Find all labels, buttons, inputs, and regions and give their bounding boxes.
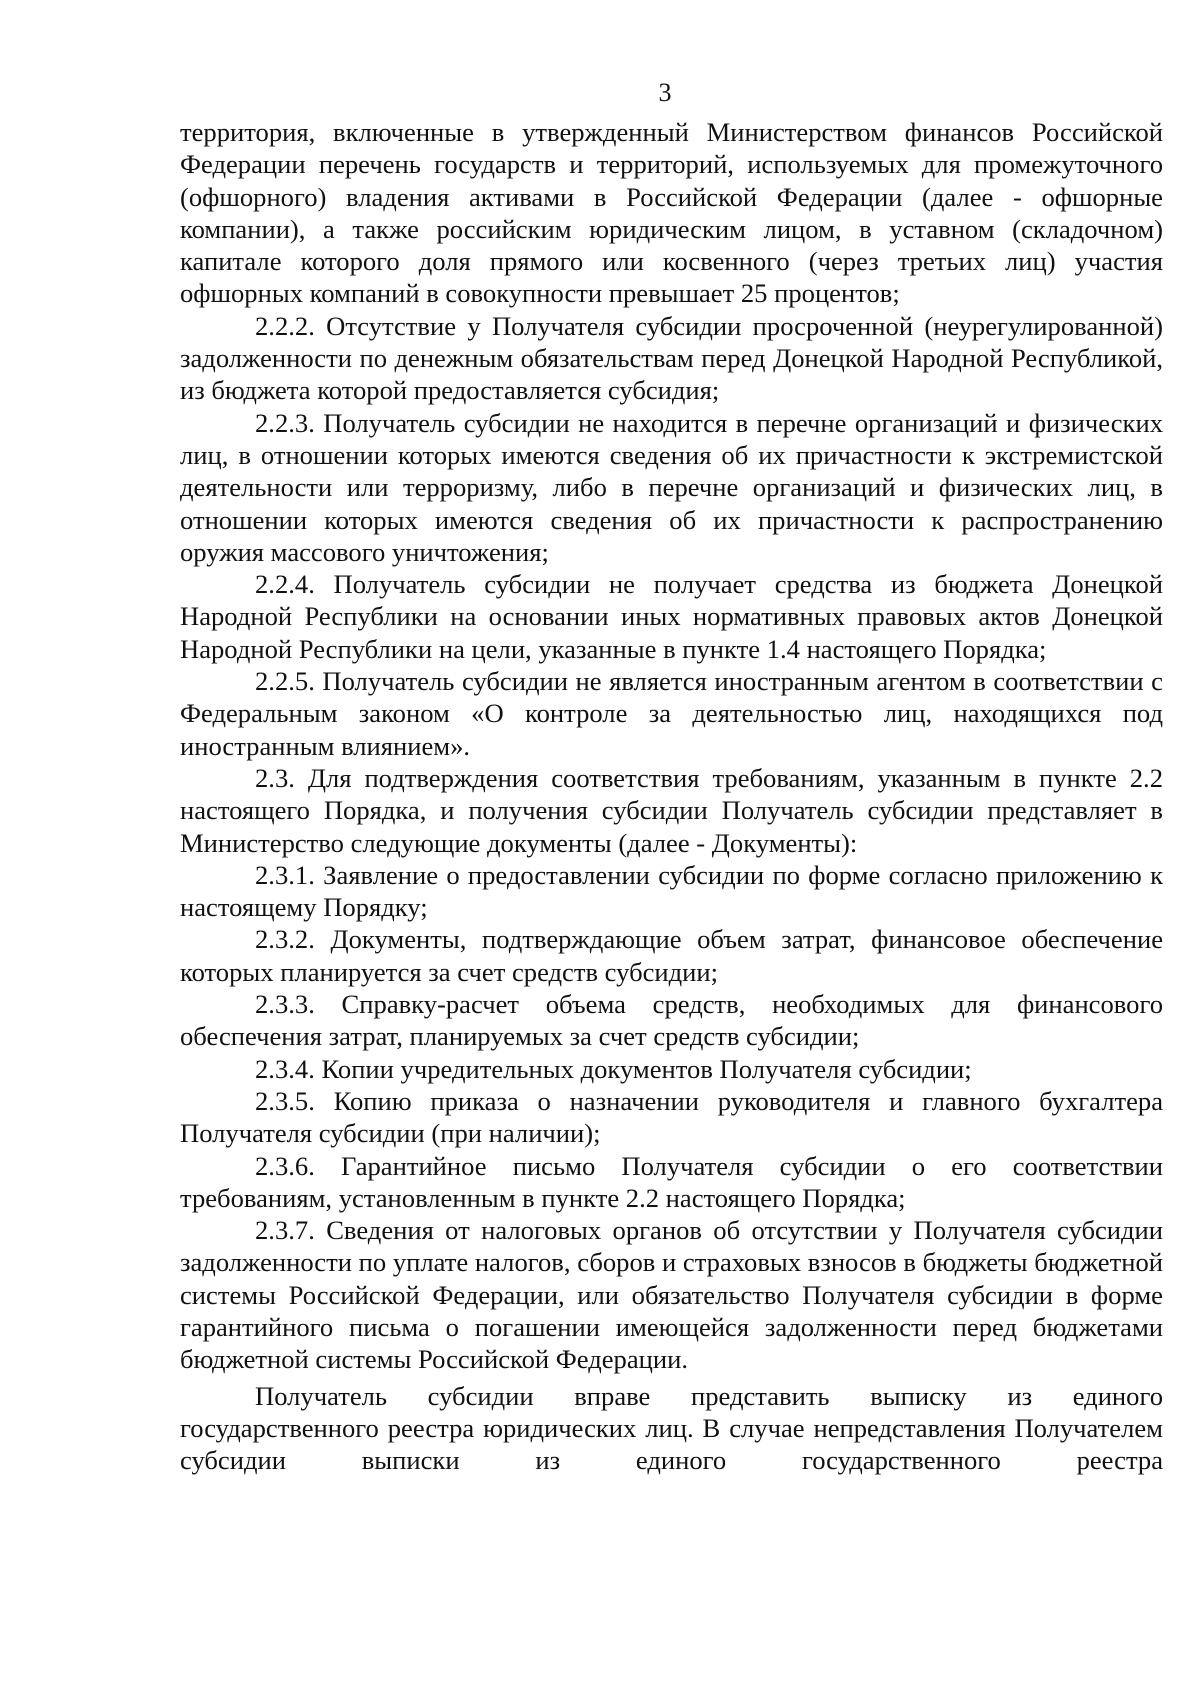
- paragraph-2-3-7: 2.3.7. Сведения от налоговых органов об отсутствии у Получателя субсидии задолженности по уплате налогов, сборов и страховых взносов в бюджеты бюджетной системы Российской Федерации, или обязательство Получателя субсидии в форме гарантийного письма о погашении имеющейся задолженности перед бюджетами бюджетной системы Российской Федерации.: [180, 1215, 1163, 1375]
- paragraph-2-3-2: 2.3.2. Документы, подтверждающие объем затрат, финансовое обеспечение которых планируется за счет средств субсидии;: [180, 924, 1163, 987]
- paragraph-egrul-extract: Получатель субсидии вправе представить выписку из единого государственного реестра юридических лиц. В случае непредставления Получателем субсидии выписки из единого государственного реестра: [180, 1380, 1163, 1476]
- paragraph-2-3-4: 2.3.4. Копии учредительных документов Получателя субсидии;: [255, 1053, 972, 1084]
- paragraph-2-3-5: 2.3.5. Копию приказа о назначении руководителя и главного бухгалтера Получателя субсидии (при наличии);: [180, 1085, 1163, 1149]
- paragraph-2-3: 2.3. Для подтверждения соответствия требованиям, указанным в пункте 2.2 настоящего Порядка, и получения субсидии Получатель субсидии представляет в Министерство следующие документы (далее - Документы):: [180, 762, 1163, 858]
- paragraph-2-3-3: 2.3.3. Справку-расчет объема средств, необходимых для финансового обеспечения затрат, планируемых за счет средств субсидии;: [180, 989, 1163, 1052]
- paragraph-2-3-1: 2.3.1. Заявление о предоставлении субсидии по форме согласно приложению к настоящему Порядку;: [180, 859, 1163, 923]
- paragraph-2-2-3: 2.2.3. Получатель субсидии не находится в перечне организаций и физических лиц, в отношении которых имеются сведения об их причастности к экстремистской деятельности или терроризму, либо в перечне организаций и физических лиц, в отношении которых имеются сведения об их причастности к распространению оружия массового уничтожения;: [180, 407, 1163, 567]
- paragraph-2-2-2: 2.2.2. Отсутствие у Получателя субсидии просроченной (неурегулированной) задолженности по денежным обязательствам перед Донецкой Народной Республикой, из бюджета которой предоставляется субсидия;: [180, 310, 1163, 406]
- paragraph-offshore-continuation: территория, включенные в утвержденный Министерством финансов Российской Федерации перечень государств и территорий, используемых для промежуточного (офшорного) владения активами в Российской Федерации (далее - офшорные компании), а также российским юридическим лицом, в уставном (складочном) капитале которого доля прямого или косвенного (через третьих лиц) участия офшорных компаний в совокупности превышает 25 процентов;: [180, 117, 1163, 309]
- paragraph-2-3-6: 2.3.6. Гарантийное письмо Получателя субсидии о его соответствии требованиям, установленным в пункте 2.2 настоящего Порядка;: [180, 1150, 1163, 1213]
- page-number: 3: [658, 78, 672, 107]
- paragraph-2-2-4: 2.2.4. Получатель субсидии не получает средства из бюджета Донецкой Народной Республики на основании иных нормативных правовых актов Донецкой Народной Республики на цели, указанные в пункте 1.4 настоящего Порядка;: [180, 569, 1163, 664]
- document-body: [180, 116, 1163, 1476]
- paragraph-2-2-5: 2.2.5. Получатель субсидии не является иностранным агентом в соответствии с Федеральным законом «О контроле за деятельностью лиц, находящихся под иностранным влиянием».: [180, 666, 1163, 761]
